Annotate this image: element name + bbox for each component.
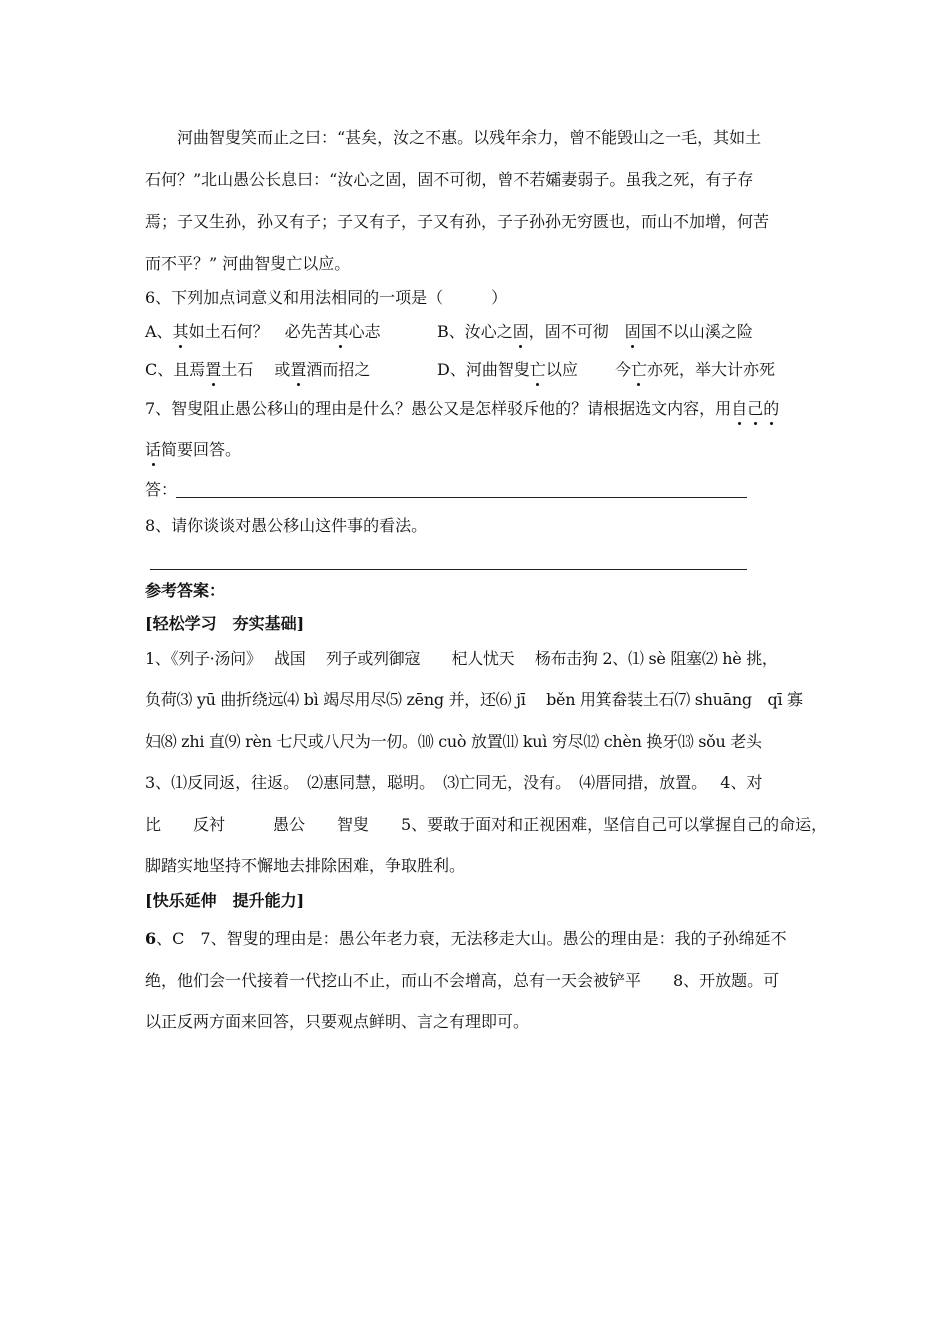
option-a (145, 322, 445, 342)
option-c (145, 360, 435, 380)
option-b-suffix: 国不以山溪之险 (640, 322, 753, 341)
option-d-prefix: D、河曲智叟 (437, 360, 530, 379)
answer-line-text: 比 反衬 愚公 智叟 5、要敢于面对和正视困难，坚信自己可以掌握自己的命运， (145, 815, 828, 834)
option-b (437, 322, 777, 342)
dotted-word: 亡 (529, 360, 546, 379)
option-c-prefix: C、且焉 (145, 360, 206, 379)
answer-number: 6 (145, 929, 157, 948)
option-a-suffix: 心志 (348, 322, 381, 341)
passage-line: 河曲智叟笑而止之曰：“甚矣，汝之不惠。以残年余力，曾不能毁山之一毛，其如土 (177, 128, 762, 147)
dotted-word (731, 399, 779, 418)
answer-line[interactable] (150, 569, 747, 570)
passage-line: 焉；子又生孙，孙又有子；子又有子，子又有孙，子子孙孙无穷匮也，而山不加增，何苦 (145, 212, 770, 231)
option-a-middle: 如土石何？ 必先苦 (188, 322, 333, 341)
question-8-stem: 8、请你谈谈对愚公移山这件事的看法。 (145, 516, 428, 535)
question-7-text: 7、智叟阻止愚公移山的理由是什么？愚公又是怎样驳斥他的？请根据选文内容，用 (145, 399, 732, 418)
option-c-suffix: 酒而招之 (306, 360, 371, 379)
dotted-word: 亡 (630, 360, 647, 379)
dotted-word: 固 (512, 322, 529, 341)
option-d (437, 360, 817, 380)
answer-line[interactable] (176, 497, 747, 498)
question-7-text: 简要回答。 (161, 440, 242, 459)
option-a-prefix: A、 (145, 322, 173, 341)
question-6-stem: 6、下列加点词意义和用法相同的一项是（ ） (145, 288, 508, 307)
passage-line: 而不平？” 河曲智叟亡以应。 (145, 254, 351, 273)
dotted-word: 其 (332, 322, 349, 341)
answers-heading: 参考答案： (145, 581, 226, 600)
answers-section-title: [快乐延伸 提升能力] (145, 891, 305, 910)
answer-line-text: 负荷⑶ yū 曲折绕远⑷ bì 竭尽用尽⑸ zēng 并，还⑹ jī běn 用箕畚装土石⑺ shuāng qī 寡 (145, 690, 803, 709)
answer-line-text: 妇⑻ zhi 直⑼ rèn 七尺或八尺为一仞。⑽ cuò 放置⑾ kuì 穷尽⑿ chèn 换牙⒀ sǒu 老头 (145, 732, 762, 751)
dotted-char: 己 (747, 399, 764, 418)
option-b-middle: ，固不可彻 (528, 322, 625, 341)
answer-line-text: 脚踏实地坚持不懈地去排除困难，争取胜利。 (145, 856, 466, 875)
question-7-line (145, 399, 825, 419)
answer-text: 、C 7、智叟的理由是：愚公年老力衰，无法移走大山。愚公的理由是：我的子孙绵延不 (156, 929, 787, 948)
dotted-word: 话 (145, 440, 162, 459)
answer-line-text (145, 929, 825, 949)
answer-line-text: 1、《列子·汤问》 战国 列子或列御寇 杞人忧天 杨布击狗 2、⑴ sè 阻塞⑵ hè 挑， (145, 649, 778, 668)
option-d-suffix: 亦死，举大计亦死 (646, 360, 775, 379)
dotted-word: 置 (290, 360, 307, 379)
dotted-char: 自 (731, 399, 748, 418)
answer-line-text: 3、⑴反同返，往返。 ⑵惠同慧，聪明。 ⑶亡同无，没有。 ⑷厝同措，放置。 4、对 (145, 773, 763, 792)
option-c-middle: 土石 或 (221, 360, 291, 379)
answer-line-text: 以正反两方面来回答，只要观点鲜明、言之有理即可。 (145, 1012, 530, 1031)
dotted-char: 的 (763, 399, 780, 418)
answer-label: 答： (145, 480, 178, 499)
dotted-word: 其 (172, 322, 189, 341)
question-7-line (145, 440, 825, 460)
dotted-word: 置 (205, 360, 222, 379)
dotted-phrase (731, 399, 779, 418)
answers-section-title: [轻松学习 夯实基础] (145, 614, 305, 633)
option-d-middle: 以应 今 (545, 360, 631, 379)
option-b-prefix: B、汝心之 (437, 322, 513, 341)
answer-line-text: 绝，他们会一代接着一代挖山不止，而山不会增高，总有一天会被铲平 8、开放题。可 (145, 971, 780, 990)
dotted-word: 固 (624, 322, 641, 341)
passage-line: 石何？”北山愚公长息曰：“汝心之固，固不可彻，曾不若孀妻弱子。虽我之死，有子存 (145, 170, 754, 189)
